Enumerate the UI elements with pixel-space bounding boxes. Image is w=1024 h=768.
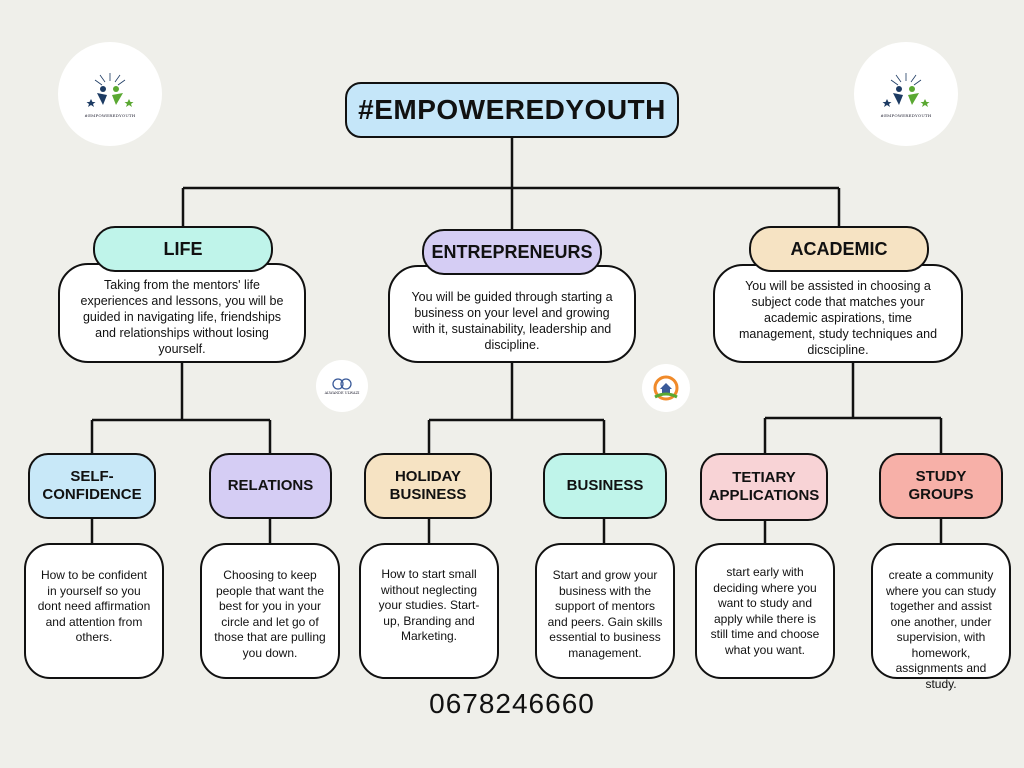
entrepreneurs-node: ENTREPRENEURS <box>422 229 602 275</box>
relations-description-box <box>200 543 340 679</box>
connector-entrepreneurs-to-children <box>429 362 604 455</box>
logo-corner-right-text: #EMPOWEREDYOUTH <box>880 112 932 118</box>
logo-middle-right <box>642 364 690 412</box>
self-confidence-description-box <box>24 543 164 679</box>
connector-academic-to-children <box>765 362 941 455</box>
relations-node: RELATIONS <box>209 453 332 519</box>
entrepreneurs-description: You will be guided through starting a business on your level and growing with it, sustainability, leadership and discipline. <box>411 290 613 352</box>
tetiary-applications-description: start early with deciding where you want to study and apply while there is still time and choose what you want. <box>710 565 820 657</box>
phone-number: 0678246660 <box>429 688 595 719</box>
holiday-business-description-box <box>359 543 499 679</box>
study-groups-description: create a community where you can study together and assist one another, under supervision, with homework, assignments and study. <box>885 568 997 691</box>
connector-life-to-children <box>92 362 270 455</box>
tetiary-applications-node: TETIARY APPLICATIONS <box>700 453 828 521</box>
logo-middle-left-text: ALWANDE ULWAZI <box>324 391 360 395</box>
house-hands-logo-icon <box>649 371 683 405</box>
holiday-business-node: HOLIDAY BUSINESS <box>364 453 492 519</box>
entrepreneurs-description-box <box>388 265 636 363</box>
logo-corner-right <box>854 42 958 146</box>
alwande-ulwazi-logo-icon <box>329 377 355 391</box>
business-description-box <box>535 543 675 679</box>
relations-description: Choosing to keep people that want the best for you in your circle and let go of those that are pulling you down. <box>214 568 326 660</box>
study-groups-description-box <box>871 543 1011 691</box>
logo-middle-left <box>316 360 368 412</box>
tetiary-applications-description-box <box>695 543 835 679</box>
business-node: BUSINESS <box>543 453 667 519</box>
title-node: #EMPOWEREDYOUTH <box>345 82 679 138</box>
connector-title-to-branches <box>183 138 839 232</box>
life-description: Taking from the mentors' life experiences and lessons, you will be guided in navigating life, friendships and relationships without losing yourself. <box>80 278 284 356</box>
study-groups-node: STUDY GROUPS <box>879 453 1003 519</box>
academic-node: ACADEMIC <box>749 226 929 272</box>
logo-corner-left <box>58 42 162 146</box>
empowered-youth-logo-icon <box>881 71 931 111</box>
self-confidence-node: SELF-CONFIDENCE <box>28 453 156 519</box>
business-description: Start and grow your business with the support of mentors and peers. Gain skills essential to business management. <box>547 568 663 660</box>
holiday-business-description: How to start small without neglecting your studies. Start-up, Branding and Marketing. <box>378 567 480 643</box>
self-confidence-description: How to be confident in yourself so you dont need affirmation and attention from others. <box>37 568 151 644</box>
life-node: LIFE <box>93 226 273 272</box>
academic-description-box <box>713 264 963 363</box>
life-description-box <box>58 263 306 363</box>
logo-corner-left-text: #EMPOWEREDYOUTH <box>84 112 136 118</box>
empowered-youth-logo-icon <box>85 71 135 111</box>
academic-description: You will be assisted in choosing a subject code that matches your academic aspirations, time management, study techniques and dicscipline. <box>738 279 938 357</box>
